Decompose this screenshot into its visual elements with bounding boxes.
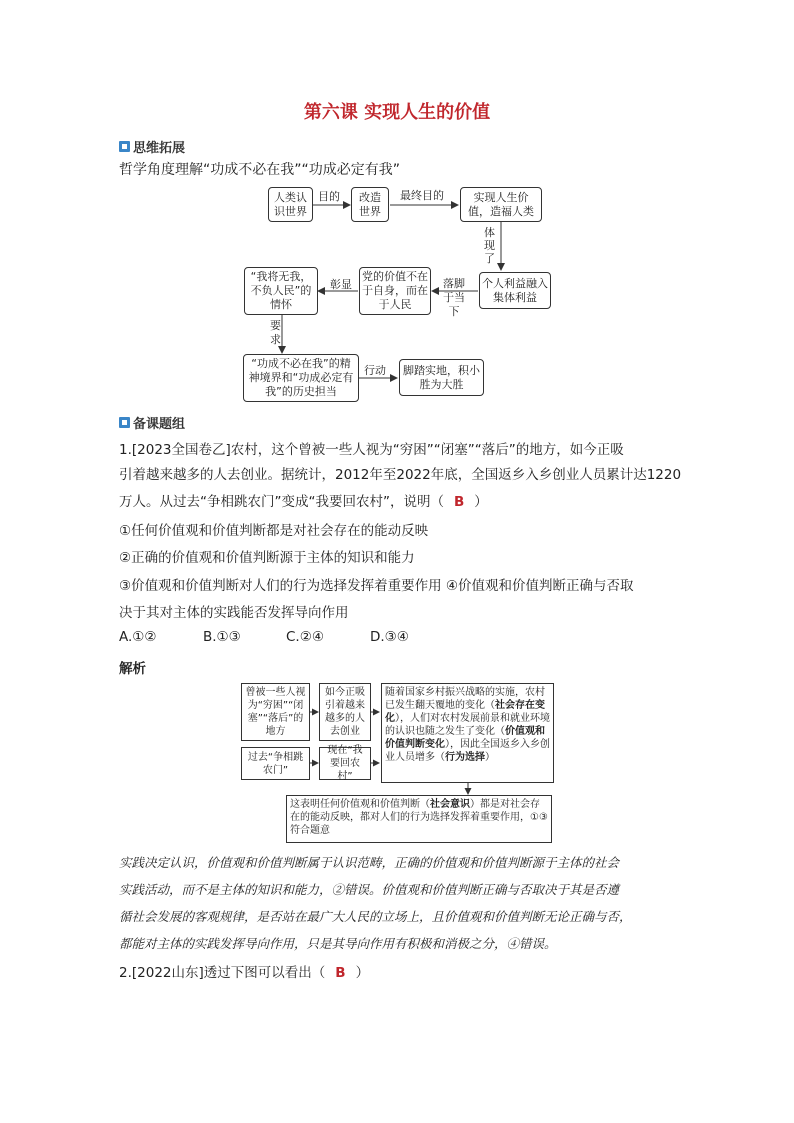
q2-line <box>119 961 369 981</box>
box-transform-world: 改造世界 <box>351 187 389 222</box>
term-value-change: 价值观和价值判断变化 <box>385 726 545 750</box>
q1-line-1: 1.[2023全国卷乙]农村，这个曾被一些人视为“穷困”“闭塞”“落后”的地方，如今正吸 <box>119 442 624 458</box>
page-title: 第六课 实现人生的价值 <box>303 102 491 123</box>
box-selfless-spirit: “我将无我，不负人民”的情怀 <box>244 267 318 315</box>
explain-line-3: 循社会发展的客观规律，是否站在最广大人民的立场上，且价值观和价值判断无论正确与否， <box>119 909 632 924</box>
section-heading-text: 备课题组 <box>133 417 186 432</box>
label-requires: 要求 <box>270 319 281 346</box>
q1-choice-b: B.①③ <box>203 629 241 645</box>
q2-stem: 2.[2022山东]透过下图可以看出（ <box>119 965 326 981</box>
box-spiritual-realm: “功成不必在我”的精神境界和“功成必定有我”的历史担当 <box>243 354 359 402</box>
explain-line-1: 实践决定认识，价值观和价值判断属于认识范畴，正确的价值观和价值判断源于主体的社会 <box>119 855 620 870</box>
q1-stem-end: 万人。从过去“争相跳农门”变成“我要回农村”，说明（ <box>119 494 444 510</box>
term-social-existence: 社会存在变化 <box>385 700 545 724</box>
diagram-subtitle: 哲学角度理解“功成不必在我”“功成必定有我” <box>119 162 401 178</box>
label-ultimate-purpose: 最终目的 <box>400 189 444 202</box>
label-action: 行动 <box>364 364 386 377</box>
box-past-view: 曾被一些人视为“穷困”“闭塞”“落后”的地方 <box>241 683 310 741</box>
box-realize-value: 实现人生价值，造福人类 <box>460 187 542 222</box>
q1-answer: B <box>453 494 465 510</box>
box-reason <box>381 683 554 783</box>
q2-answer: B <box>335 965 346 981</box>
explain-line-4: 都能对主体的实践发挥导向作用，只是其导向作用有积极和消极之分，④错误。 <box>119 936 557 951</box>
box-now-return: 现在“我要回农村” <box>319 747 371 780</box>
q1-option-1: ①任何价值观和价值判断都是对社会存在的能动反映 <box>119 523 429 539</box>
box-past-leave: 过去“争相跳农门” <box>241 747 310 780</box>
box-know-world: 人类认识世界 <box>268 187 313 222</box>
term-social-consciousness: 社会意识 <box>430 799 470 810</box>
q1-stem-close: ） <box>474 494 488 510</box>
term-behavior-choice: 行为选择 <box>445 752 485 763</box>
box-conclusion <box>286 795 552 843</box>
q2-stem-close: ） <box>355 965 370 981</box>
q1-option-3: ③价值观和价值判断对人们的行为选择发挥着重要作用 ④价值观和价值判断正确与否取 <box>119 578 634 594</box>
explain-line-2: 实践活动，而不是主体的知识和能力，②错误。价值观和价值判断正确与否取决于其是否遵 <box>119 882 620 897</box>
analysis-label: 解析 <box>119 661 146 677</box>
reason-text: 随着国家乡村振兴战略的实施，农村已发生翻天覆地的变化（社会存在变化），人们对农村发展前景和就业环境的认识也随之发生了变化（价值观和价值判断变化），因此全国返乡入乡创业人员增多（行为选择） <box>385 687 550 763</box>
label-manifests: 彰显 <box>330 278 352 291</box>
box-individual-collective: 个人利益融入集体利益 <box>479 272 551 309</box>
label-grounded: 落脚于当下 <box>443 277 465 318</box>
box-now-attract: 如今正吸引着越来越多的人去创业 <box>319 683 371 741</box>
box-party-value: 党的价值不在于自身，而在于人民 <box>359 267 431 315</box>
q1-option-4: 决于其对主体的实践能否发挥导向作用 <box>119 605 349 621</box>
q1-choice-a: A.①② <box>119 629 157 645</box>
q1-choice-d: D.③④ <box>370 629 409 645</box>
q1-choice-c: C.②④ <box>286 629 324 645</box>
section-heading-text: 思维拓展 <box>133 141 186 156</box>
label-purpose: 目的 <box>318 190 340 203</box>
conclusion-text: 这表明任何价值观和价值判断（社会意识）都是对社会存在的能动反映，都对人们的行为选择发挥着重要作用，①③符合题意 <box>290 799 548 836</box>
label-embodies: 体现了 <box>484 226 495 265</box>
box-down-to-earth: 脚踏实地，积小胜为大胜 <box>399 359 484 396</box>
q1-option-2: ②正确的价值观和价值判断源于主体的知识和能力 <box>119 550 415 566</box>
q1-line-2: 引着越来越多的人去创业。据统计，2012年至2022年底，全国返乡入乡创业人员累计达1220 <box>119 467 682 483</box>
